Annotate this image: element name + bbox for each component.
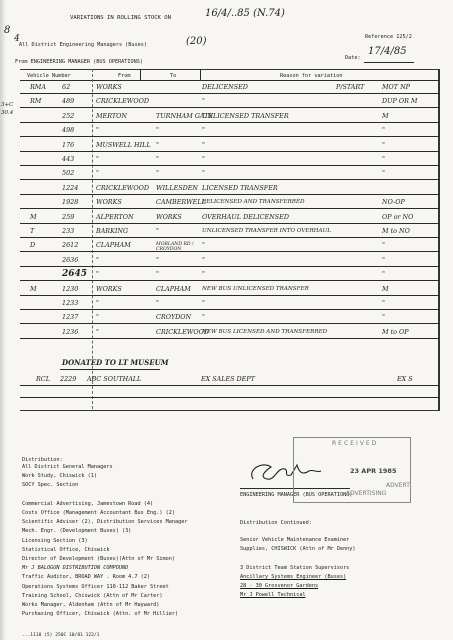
row-to: CAMBERWELL [156,198,206,207]
row-from: " [96,255,99,264]
margin-note-4: 30.4 [1,110,14,116]
row-reason: " [202,97,205,106]
margin-note-3: 3+C [1,102,14,108]
row-to: " [156,169,159,178]
row-to: TURNHAM GATE [156,111,214,120]
row-to: WILLESDEN [156,183,199,192]
row-from: CLAPHAM [96,241,131,250]
row-reason: RELICENSED AND TRANSFERRED [202,199,305,206]
last-row-rule [20,385,438,386]
row-prefix: T [30,227,35,235]
row-from: WORKS [96,284,122,293]
handwritten-date-ref: 16/4/..85 (N.74) [205,8,285,19]
row-reason: " [202,126,205,135]
row-reason: LICENSED TRANSFER [202,183,278,192]
row-vehicle-number: 2645 [62,269,88,280]
row-reason: NEW BUS UNLICENSED TRANSFER [202,285,309,292]
row-rule [20,136,438,137]
to-count: (20) [186,36,207,47]
row-rule [20,194,438,195]
distribution-continued-heading: Distribution Continued: [240,520,312,526]
distribution-continued-item: Supplies, CHISWICK (Attn of Mr Denny) [240,546,356,553]
row-rule [20,323,438,324]
row-from: " [96,169,99,178]
stamp-line2: ADVERTISING [346,490,387,497]
stamp-line1: ADVERT [386,482,410,489]
row-rule [20,266,438,267]
row-rule [20,251,438,252]
row-to: CLAPHAM [156,284,191,293]
header-rule [20,80,438,81]
row-prefix: M [30,212,37,221]
date-underline [364,62,414,63]
row-code: " [382,299,385,307]
row-vehicle-number: 2636 [62,255,79,264]
row-vehicle-number: 502 [62,169,75,178]
row-rule [20,93,438,94]
row-reason: " [202,169,205,178]
last-row-number: 2229 [60,375,77,383]
row-to: CRICKLEWOOD [156,327,209,336]
to-line: All District Engineering Managers (Buses) [19,42,148,48]
distribution-item: Statistical Office, Chiswick [22,546,110,553]
row-to: " [156,126,159,135]
row-code: " [382,155,385,163]
row-reason: " [202,155,205,163]
row-rule [20,338,438,339]
last-row-reason: EX SALES DEPT [201,375,255,383]
col-from: From [118,73,131,79]
distribution-item: Mech. Engr. (Development Buses) (3) [22,528,132,535]
row-reason: UNLICENSED TRANSFER INTO OVERHAUL [202,228,332,234]
donated-label: DONATED TO LT MUSEUM [62,358,169,367]
row-from: BARKING [96,227,129,235]
row-from: ALPERTON [96,212,134,221]
row-rule [20,107,438,108]
row-vehicle-number: 1224 [62,183,79,192]
date-value: 17/4/85 [368,46,407,57]
distribution-item: All District General Managers [22,464,113,470]
distribution-continued-item: 3 District Team Station Supervisors [240,564,350,571]
row-vehicle-number: 1928 [62,198,79,207]
last-row-from: ABC SOUTHALL [87,375,142,383]
row-code: M to OP [382,327,409,336]
row-reason: " [202,313,205,322]
row-from: " [96,126,99,135]
row-from: CRICKLEWOOD [96,97,149,106]
row-reason: " [202,140,205,149]
row-rule [20,223,438,224]
row-to: WORKS [156,212,182,221]
row-to: " [156,140,159,149]
row-from: " [96,313,99,322]
row-vehicle-number: 176 [62,140,75,149]
distribution-item: Operations Systems Officer 110-112 Baker Street [22,583,169,590]
distribution-item: Licensing Section (3) [22,537,88,544]
row-vehicle-number: 498 [62,126,75,135]
row-code: " [382,255,385,264]
row-vehicle-number: 443 [62,155,75,163]
row-code: NO-OP [382,198,405,207]
row-vehicle-number: 1233 [62,299,79,307]
row-reason: " [202,241,205,250]
row-to: " [156,227,159,235]
col-vehicle-number: Vehicle Number [27,73,71,79]
row-prefix: RM [30,97,42,106]
row-rule [20,208,438,209]
row-from: WORKS [96,198,122,207]
divider-from [140,69,141,81]
row-to: " [156,255,159,264]
row-from: CRICKLEWOOD [96,183,149,192]
distribution-item: Work Study, Chiswick (1) [22,473,97,480]
form-footer: ...1118 (5) 250C 10/81 122/1 [22,633,100,638]
row-vehicle-number: 233 [62,227,75,235]
margin-note-1: 8 [4,25,11,36]
distribution-continued-item: Mr J Powell Technical [240,592,306,599]
row-from: MERTON [96,111,128,120]
row-code: " [382,241,385,250]
margin-note-2: 4 [14,34,20,44]
distribution-item: Works Manager, Aldenham (Attn of Mr Hayward) [22,602,160,608]
row-vehicle-number: 1236 [62,327,79,336]
date-label: Date: [345,55,361,61]
row-reason: NEW BUS LICENSED AND TRANSFERRED [202,328,328,335]
distribution-item: SOCY Spec. Section [22,482,79,489]
row-code: " [382,169,385,178]
donated-underline [60,369,160,370]
row-code: " [382,140,385,149]
row-vehicle-number: 259 [62,212,75,221]
distribution-item: Commercial Advertising, Jamestown Road (4) [22,500,154,507]
row-vehicle-number: 489 [62,97,75,106]
row-reason: " [202,255,205,264]
distribution-item: Costs Office (Management Accountant Bus Eng.) (2) [22,510,176,516]
stamp-date: 23 APR 1985 [350,467,397,475]
row-prefix: M [30,284,37,293]
row-code: OP or NO [382,212,414,221]
distribution-heading: Distribution: [22,457,63,463]
document-title: VARIATIONS IN ROLLING STOCK ON [70,15,172,21]
last-row-prefix: RCL [36,375,50,383]
col-reason: Reason for variation [280,73,343,79]
row-from: " [96,299,99,307]
signature-title: ENGINEERING MANAGER (BUS OPERATIONS) [240,492,353,498]
row-vehicle-number: 252 [62,111,75,120]
row-code: MOT NP [382,83,410,91]
distribution-continued-item: Senior Vehicle Maintenance Examiner [240,537,350,543]
distribution-item: Purchasing Officer, Chiswick (Attn. of Mr Hillier) [22,611,179,618]
row-reason: " [202,299,205,307]
row-code: " [382,313,385,322]
row-prefix: D [30,241,36,250]
row-code: M [382,284,389,293]
row-rule [20,122,438,123]
received-stamp [293,437,411,503]
row-from: " [96,155,99,163]
row-to: " [156,270,159,279]
stamp-received: RECEIVED [332,440,379,447]
row-to: MORLAND RD / CROYDON [156,242,194,253]
col-to: To [170,73,177,79]
row-vehicle-number: 62 [62,83,71,91]
row-code: M to NO [382,227,410,235]
row-vehicle-number: 1230 [62,284,79,293]
row-code: " [382,126,385,135]
distribution-item: Scientific Adviser (2), Distribution Services Manager [22,519,188,526]
from-line: From ENGINEERING MANAGER (BUS OPERATIONS) [15,59,144,65]
row-reason: UNLICENSED TRANSFER [202,111,289,120]
row-rule [20,165,438,166]
scan-edge [0,0,6,640]
row-from: MUSWELL HILL [96,140,151,149]
row-vehicle-number: 2612 [62,241,79,250]
row-rule [20,151,438,152]
distribution-item: Director of Development (Buses)(Attn of Mr Simon) [22,556,176,562]
distribution-continued-item: Ancillary Systems Engineer (Buses) [240,573,347,580]
reference: Reference 125/2 [365,34,412,40]
distribution-item: Mr J BALOGUN DISTRIBUTION COMPOUND [22,565,129,572]
row-to: " [156,155,159,163]
distribution-continued-item: 28 - 30 Grosvenor Gardens [240,583,319,589]
row-prefix: RMA [30,83,46,91]
row-rule [20,280,438,281]
row-rule [20,237,438,238]
row-code: M [382,111,389,120]
row-reason: DELICENSED [202,83,248,91]
empty-row-rule [20,397,438,398]
distribution-item: Traffic Auditor, BROAD WAY . Room 4.7 (2) [22,574,151,581]
divider-to [200,69,201,81]
row-from: " [96,270,99,279]
row-vehicle-number: 1237 [62,313,79,322]
distribution-item: Training School, Chiswick (Attn of Mr Carter) [22,592,163,599]
row-reason: " [202,270,205,279]
row-code: DUP OR M [382,97,418,106]
row-rule [20,309,438,310]
row-code: " [382,270,385,279]
row-to: CROYDON [156,313,192,322]
row-reason: OVERHAUL DELICENSED [202,212,289,221]
last-row-code: EX S [397,375,413,383]
row-rule [20,179,438,180]
row-from: WORKS [96,83,122,91]
row-to: " [156,299,159,307]
row-from: " [96,327,99,336]
row-rule [20,295,438,296]
row-extra: P/START [336,83,365,91]
